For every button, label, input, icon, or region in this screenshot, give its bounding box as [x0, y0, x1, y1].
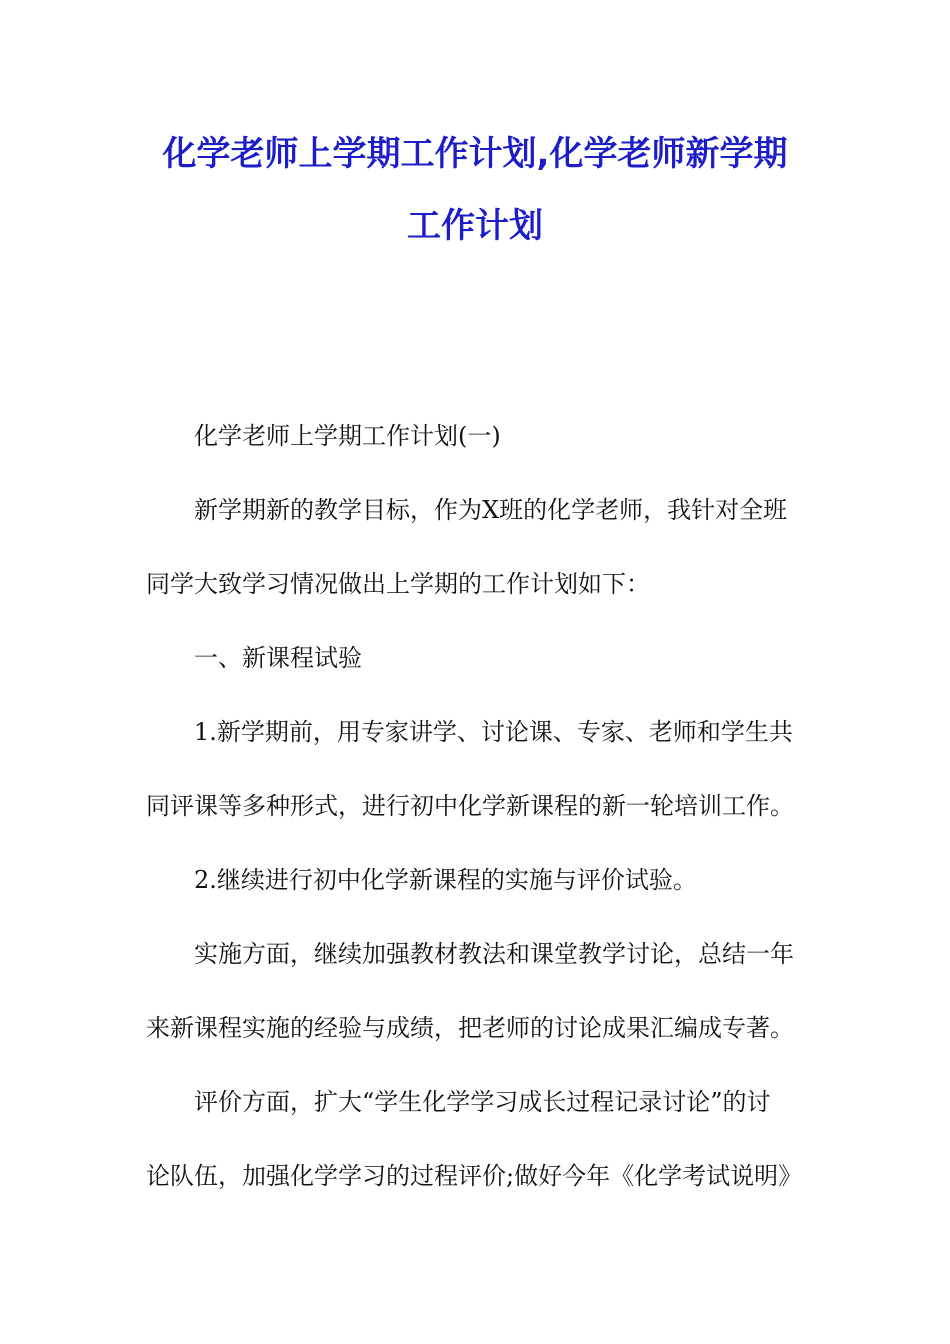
document-title-line-1: 化学老师上学期工作计划,化学老师新学期 — [162, 134, 788, 174]
paragraph-item-1-line-2: 同评课等多种形式，进行初中化学新课程的新一轮培训工作。 — [146, 792, 794, 820]
section-heading-plan-one: 化学老师上学期工作计划(一) — [194, 422, 501, 450]
paragraph-implementation-line-1: 实施方面，继续加强教材教法和课堂教学讨论，总结一年 — [194, 940, 794, 968]
paragraph-item-2: 2.继续进行初中化学新课程的实施与评价试验。 — [194, 866, 697, 894]
paragraph-item-1-line-1: 1.新学期前，用专家讲学、讨论课、专家、老师和学生共 — [194, 718, 793, 746]
paragraph-intro-line-1: 新学期新的教学目标，作为X班的化学老师，我针对全班 — [194, 496, 788, 524]
paragraph-intro-line-2: 同学大致学习情况做出上学期的工作计划如下： — [146, 570, 650, 598]
paragraph-implementation-line-2: 来新课程实施的经验与成绩，把老师的讨论成果汇编成专著。 — [146, 1014, 794, 1042]
section-heading-new-curriculum: 一、新课程试验 — [194, 644, 362, 672]
paragraph-evaluation-line-2: 论队伍，加强化学学习的过程评价;做好今年《化学考试说明》 — [146, 1162, 803, 1190]
document-title-line-2: 工作计划 — [407, 206, 543, 246]
paragraph-evaluation-line-1: 评价方面，扩大“学生化学学习成长过程记录讨论”的讨 — [194, 1088, 771, 1116]
